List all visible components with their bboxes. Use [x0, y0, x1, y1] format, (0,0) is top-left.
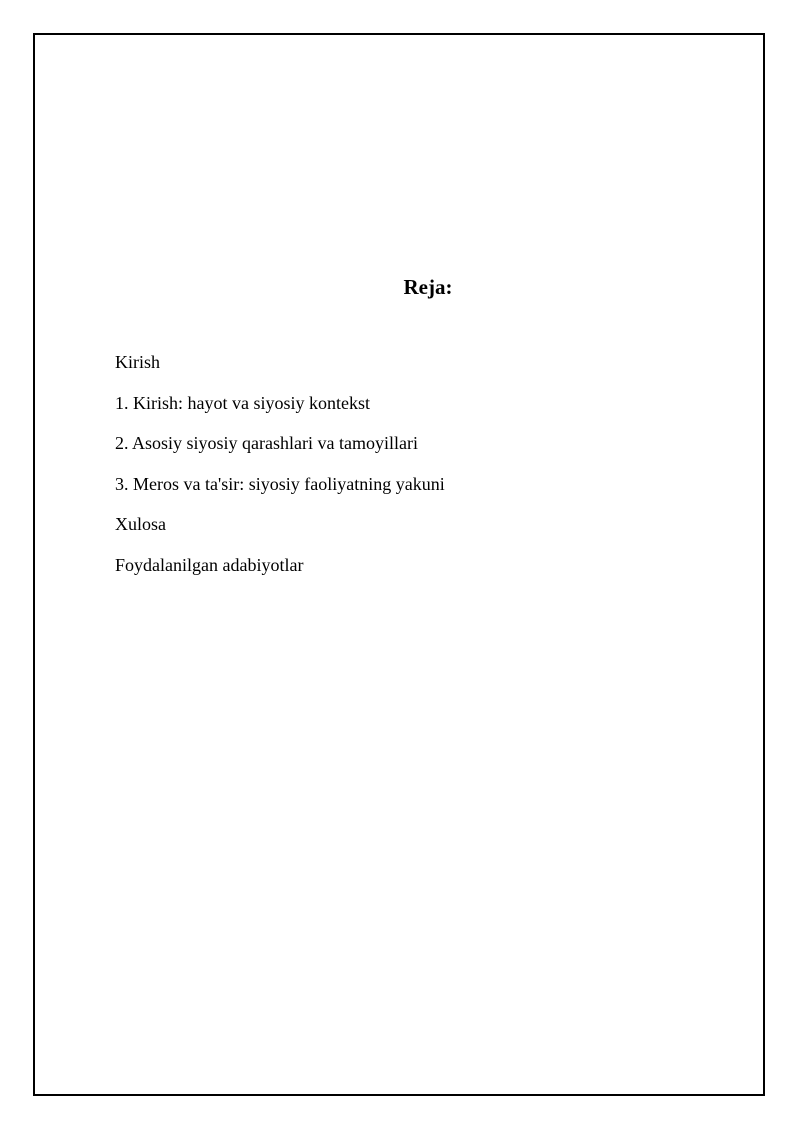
toc-item-chapter-2: 2. Asosiy siyosiy qarashlari va tamoyillari: [115, 433, 418, 453]
toc-item-conclusion: Xulosa: [115, 514, 166, 534]
page-title: Reja:: [403, 275, 453, 299]
toc-item-references: Foydalanilgan adabiyotlar: [115, 554, 304, 575]
table-of-contents: [115, 349, 445, 592]
toc-item-chapter-1: 1. Kirish: hayot va siyosiy kontekst: [115, 392, 370, 413]
toc-item-introduction: Kirish: [115, 352, 160, 372]
toc-item-chapter-3: 3. Meros va ta'sir: siyosiy faoliyatning yakuni: [115, 473, 445, 494]
